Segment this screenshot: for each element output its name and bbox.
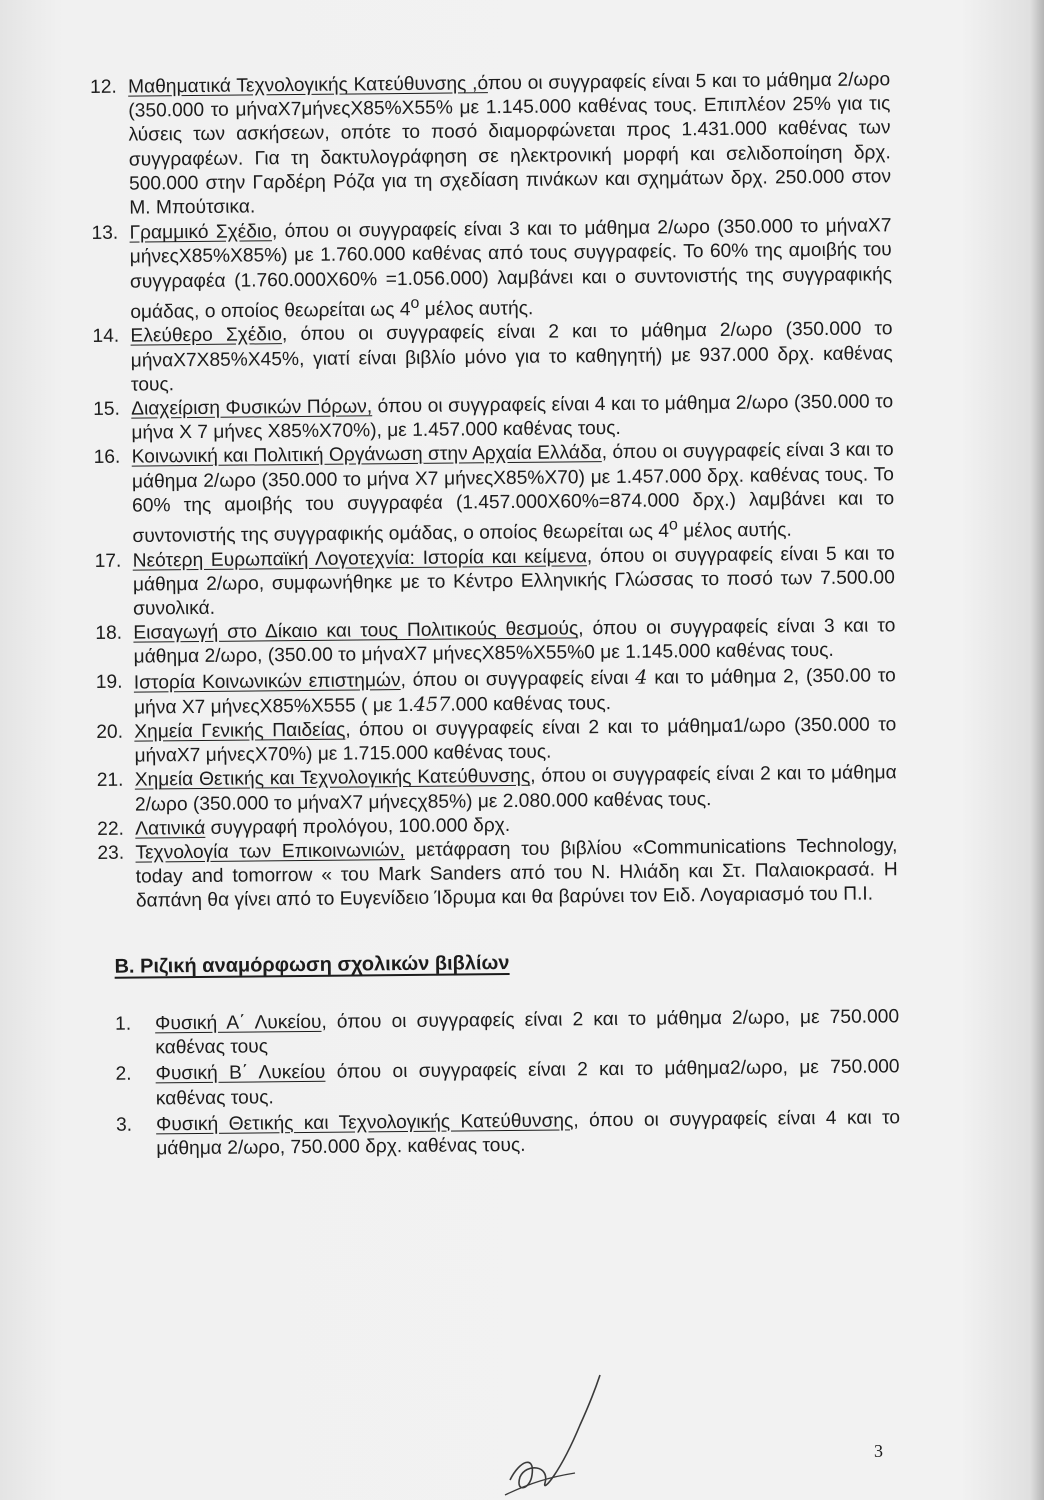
item-title: Γραμμικό Σχέδιο <box>129 221 273 244</box>
list-item-12: 12. Μαθηματικά Τεχνολογικής Κατεύθυνσης ,όπου οι συγγραφείς είναι 5 και το μάθημα 2/ωρο (350.000 το μήναΧ7μήνεςΧ85%Χ55% με 1.145.000 καθένας τους. Επιπλέον 25% για τις λύσεις των ασκήσεων, οπότε το ποσό διαμορφώνεται προς 1.431.000 καθένας των συγγραφέων. Για τη δακτυλογράφηση σε ηλεκτρονική μορφή και σελιδοποίηση δρχ. 500.000 στην Γαρδέρη Ρόζα για τη σχεδίαση πινάκων και σχημάτων δρχ. 250.000 στον Μ. Μπούτσικα. <box>90 69 892 219</box>
section-b-item-2: 2. Φυσική Β΄ Λυκείου όπου οι συγγραφείς είναι 2 και το μάθημα2/ωρο, με 750.000 καθένας τους. <box>115 1056 900 1109</box>
list-item-23: 23. Τεχνολογία των Επικοινωνιών, μετάφραση του βιβλίου «Communications Technology, today and tomorrow « του Mark Sanders από του Ν. Ηλιάδη και Στ. Παλαιοκρασά. Η δαπάνη θα γίνει από το Ευγενίδειο Ίδρυμα και θα βαρύνει τον Ειδ. Λογαριασμό του Π.Ι. <box>97 835 898 913</box>
item-title: Κοινωνική και Πολιτική Οργάνωση στην Αρχαία Ελλάδα <box>131 442 602 469</box>
handwritten-correction: 457 <box>413 692 451 716</box>
section-b-heading: Β. Ριζική αναμόρφωση σχολικών βιβλίων <box>114 951 510 978</box>
list-item-14: 14. Ελεύθερο Σχέδιο, όπου οι συγγραφείς είναι 2 και το μάθημα 2/ωρο (350.000 το μήναΧ7Χ85%Χ45%, γιατί είναι βιβλίο μόνο για το καθηγητή) με 937.000 δρχ. καθένας τους. <box>92 318 893 396</box>
document-body <box>90 68 900 1164</box>
list-item-17: 17. Νεότερη Ευρωπαϊκή Λογοτεχνία: Ιστορία και κείμενα, όπου οι συγγραφείς είναι 5 και το μάθημα 2/ωρο, συμφωνήθηκε με το Κέντρο Ελληνικής Γλώσσας το ποσό των 7.500.00 συνολικά. <box>94 542 895 620</box>
list-item-15: 15. Διαχείριση Φυσικών Πόρων, όπου οι συγγραφείς είναι 4 και το μάθημα 2/ωρο (350.000 το μήνα Χ 7 μήνες Χ85%Χ70%), με 1.457.000 καθένας τους. <box>93 391 894 444</box>
list-item-19: 19. Ιστορία Κοινωνικών επιστημών, όπου οι συγγραφείς είναι 4 και το μάθημα 2, (350.00 το μήνα Χ7 μήνεςΧ85%Χ555 ( με 1.457.000 καθένας τους. <box>95 664 896 719</box>
item-title: Φυσική Β΄ Λυκείου <box>155 1062 326 1085</box>
handwritten-signature <box>490 1365 620 1500</box>
item-title: Νεότερη Ευρωπαϊκή Λογοτεχνία: Ιστορία και κείμενα <box>132 545 587 572</box>
list-item-20: 20. Χημεία Γενικής Παιδείας, όπου οι συγγραφείς είναι 2 και το μάθημα1/ωρο (350.000 το μήναΧ7 μήνεςΧ70%) με 1.715.000 καθένας τους. <box>96 714 897 767</box>
item-title: Ιστορία Κοινωνικών επιστημών <box>133 669 401 694</box>
list-item-13: 13. Γραμμικό Σχέδιο, όπου οι συγγραφείς είναι 3 και το μάθημα 2/ωρο (350.000 το μήναΧ7 μήνεςΧ85%Χ85%) με 1.760.000 καθένας από τους συγγραφείς. Το 60% της αμοιβής του συγγραφέα (1.760.000Χ60% =1.056.000) λαμβάνει και ο συντονιστής της συγγραφικής ομάδας, ο οποίος θεωρείται ως $4^o$ μέλος αυτής. <box>91 215 893 323</box>
item-title: Λατινικά <box>135 817 206 840</box>
item-title: Μαθηματικά Τεχνολογικής Κατεύθυνσης ,ό <box>128 73 488 98</box>
list-item-18: 18. Εισαγωγή στο Δίκαιο και τους Πολιτικούς θεσμούς, όπου οι συγγραφείς είναι 3 και το μάθημα 2/ωρο, (350.00 το μήναΧ7 μήνεςΧ85%Χ55%0 με 1.145.000 καθένας τους. <box>95 615 896 669</box>
page-number: 3 <box>874 1441 883 1461</box>
book-list-b <box>99 1005 900 1162</box>
item-title: Ελεύθερο Σχέδιο <box>130 324 283 348</box>
item-title: Διαχείριση Φυσικών Πόρων, <box>131 396 373 420</box>
book-list-a <box>90 68 898 914</box>
item-title: Φυσική Α΄ Λυκείου <box>155 1011 322 1035</box>
item-title: Χημεία Γενικής Παιδείας <box>134 719 346 743</box>
section-b-item-1: 1. Φυσική Α΄ Λυκείου, όπου οι συγγραφείς είναι 2 και το μάθημα 2/ωρο, με 750.000 καθένας τους <box>115 1006 900 1059</box>
page-edge-shadow <box>1030 0 1044 1500</box>
list-item-22: 22. Λατινικά συγγραφή προλόγου, 100.000 δρχ. <box>97 814 511 840</box>
handwritten-correction: 4 <box>635 665 648 689</box>
list-item-16: 16. Κοινωνική και Πολιτική Οργάνωση στην Αρχαία Ελλάδα, όπου οι συγγραφείς είναι 3 και το μάθημα 2/ωρο (350.000 το μήνα Χ7 μήνεςΧ85%Χ70) με 1.457.000 δρχ. καθένας τους. Το 60% της αμοιβής του συγγραφέα (1.457.000Χ60%=874.000 δρχ.) λαμβάνει και το συντονιστής της συγγραφικής ομάδας, ο οποίος θεωρείται ως $4^o$ μέλος αυτής. <box>93 439 895 548</box>
item-title: Τεχνολογία των Επικοινωνιών, <box>135 840 405 864</box>
item-title: Χημεία Θετικής και Τεχνολογικής Κατεύθυνσης <box>134 766 531 792</box>
section-b-item-3: 3. Φυσική Θετικής και Τεχνολογικής Κατεύθυνσης, όπου οι συγγραφείς είναι 4 και το μάθημα 2/ωρο, 750.000 δρχ. καθένας τους. <box>115 1106 901 1160</box>
item-title: Εισαγωγή στο Δίκαιο και τους Πολιτικούς θεσμούς <box>133 618 579 644</box>
list-item-21: 21. Χημεία Θετικής και Τεχνολογικής Κατεύθυνσης, όπου οι συγγραφείς είναι 2 και το μάθημα 2/ωρο (350.000 το μήναΧ7 μήνεςχ85%) με 2.080.000 καθένας τους. <box>96 762 897 816</box>
item-title: Φυσική Θετικής και Τεχνολογικής Κατεύθυνσης <box>155 1110 574 1136</box>
